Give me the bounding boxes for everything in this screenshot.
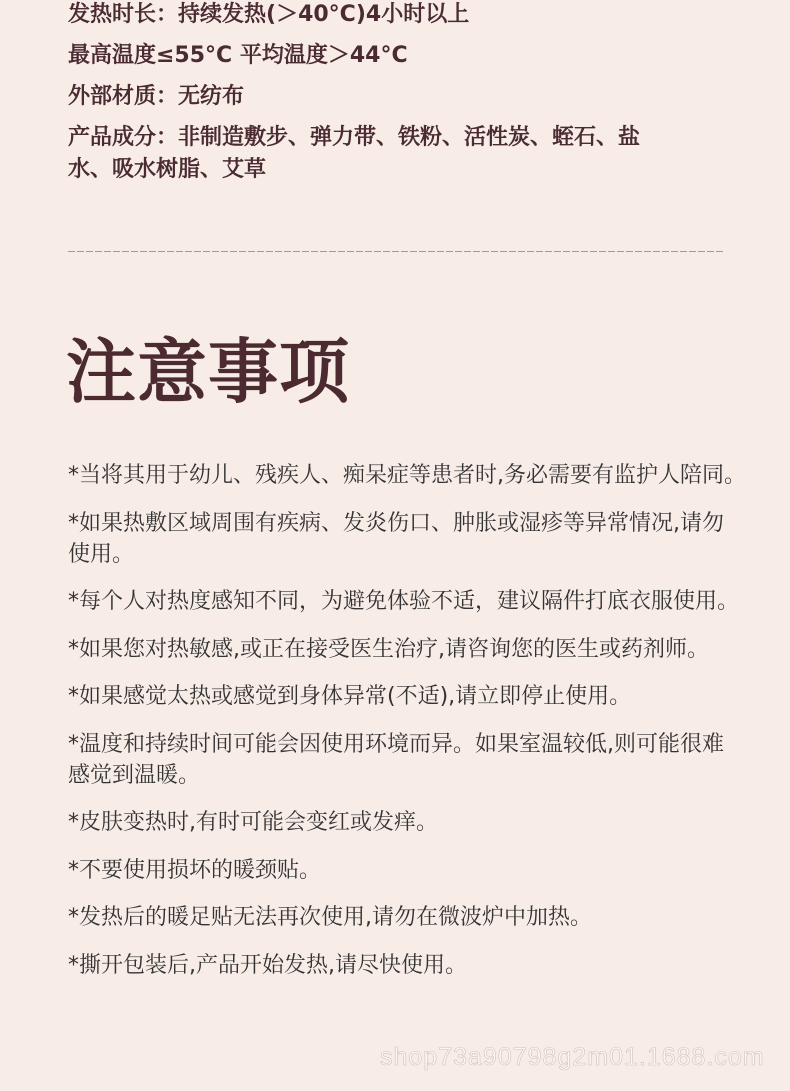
spec-value: 最高温度≤55°C 平均温度＞44°C: [68, 43, 408, 68]
spec-label: 外部材质：: [68, 84, 179, 109]
spec-value: 持续发热(＞40°C)4小时以上: [178, 2, 470, 27]
notice-line: *当将其用于幼儿、残疾人、痴呆症等患者时,务必需要有监护人陪同。: [68, 463, 746, 488]
notice-line: 感觉到温暖。: [68, 762, 201, 788]
notice-item: [68, 902, 746, 933]
notice-item: [68, 634, 746, 665]
spec-ingredients: [68, 122, 640, 186]
notice-line: *温度和持续时间可能会因使用环境而异。如果室温较低,则可能很难: [68, 731, 724, 757]
notice-line: *如果感觉太热或感觉到身体异常(不适),请立即停止使用。: [68, 684, 632, 709]
notice-item: [68, 460, 746, 491]
notice-item: [68, 681, 746, 712]
notice-line: *如果您对热敏感,或正在接受医生治疗,请咨询您的医生或药剂师。: [68, 636, 709, 662]
notice-item: [68, 586, 746, 617]
spec-label: 发热时长：: [68, 2, 179, 27]
notice-item: [68, 508, 746, 570]
notice-item: [68, 855, 746, 886]
notice-line: 使用。: [68, 541, 135, 567]
notice-line: *如果热敷区域周围有疾病、发炎伤口、肿胀或湿疹等异常情况,请勿: [68, 510, 724, 536]
notice-line: *发热后的暖足贴无法再次使用,请勿在微波炉中加热。: [68, 905, 592, 930]
spec-line: [68, 154, 640, 186]
spec-heating-duration: [68, 0, 640, 31]
notice-item: [68, 729, 746, 791]
spec-value: 无纺布: [178, 84, 245, 109]
spec-material: [68, 81, 640, 113]
notice-line: *不要使用损坏的暖颈贴。: [68, 857, 322, 883]
notice-line: *皮肤变热时,有时可能会变红或发痒。: [68, 810, 438, 835]
notice-item: [68, 950, 746, 981]
watermark: shop73a90798g2m01.1688.com: [380, 1043, 765, 1071]
notice-line: *撕开包装后,产品开始发热,请尽快使用。: [68, 952, 467, 978]
product-specs: [68, 0, 640, 195]
spec-line: [68, 122, 640, 154]
section-divider: [68, 251, 725, 252]
notice-line: *每个人对热度感知不同，为避免体验不适，建议隔件打底衣服使用。: [68, 589, 740, 614]
notice-title: 注意事项: [66, 331, 350, 413]
notice-item: [68, 807, 746, 838]
spec-value-continued: 水、吸水树脂、艾草: [68, 157, 267, 182]
spec-temperature: [68, 40, 640, 72]
notice-list: [68, 460, 746, 997]
spec-value: 非制造敷步、弹力带、铁粉、活性炭、蛭石、盐: [178, 125, 641, 150]
spec-label: 产品成分：: [68, 125, 179, 150]
